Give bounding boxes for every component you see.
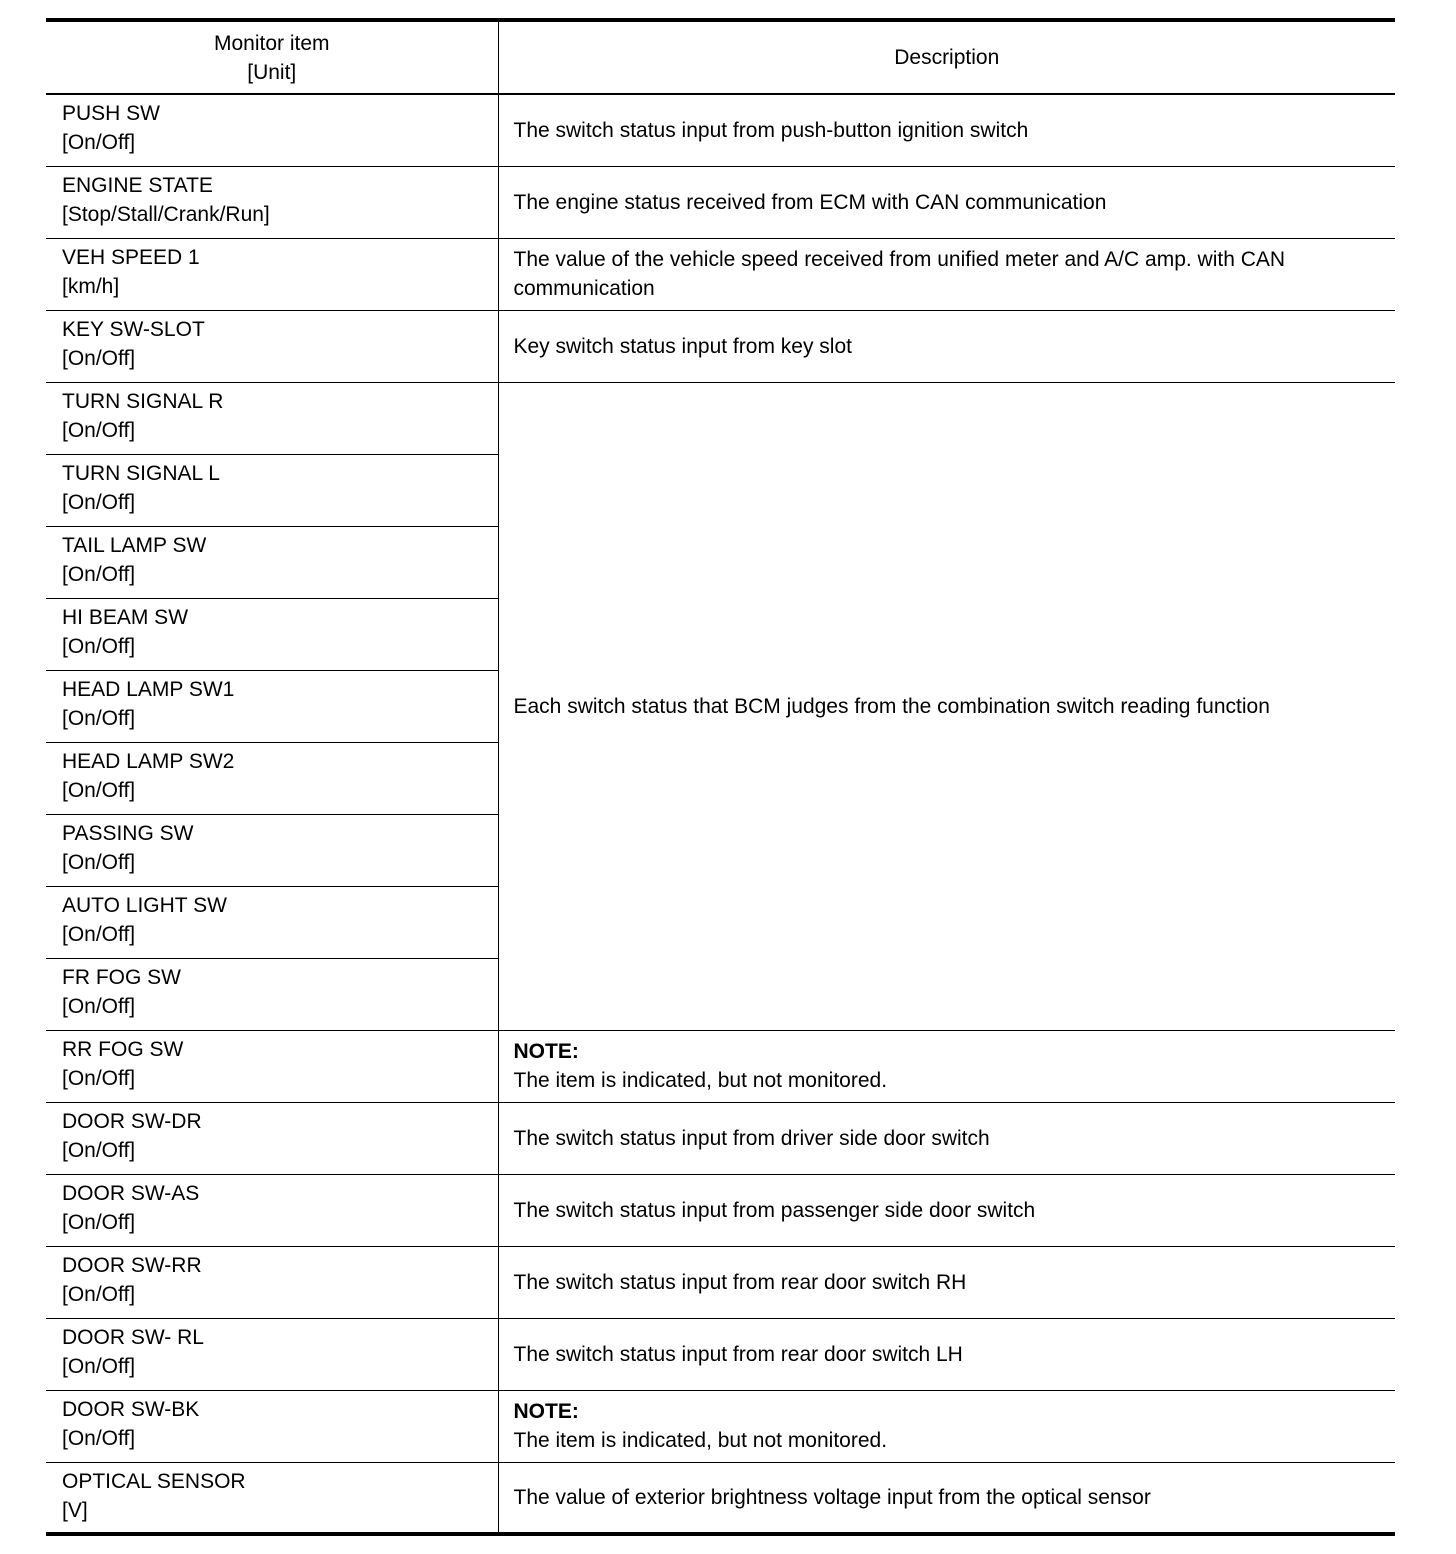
description-cell: Key switch status input from key slot: [498, 310, 1395, 382]
item-name: TURN SIGNAL R: [62, 389, 224, 413]
item-name: FR FOG SW: [62, 965, 181, 989]
item-unit: [On/Off]: [62, 1426, 136, 1450]
item-name: DOOR SW-DR: [62, 1109, 202, 1133]
item-name: OPTICAL SENSOR: [62, 1469, 246, 1493]
table-row: [46, 1318, 1395, 1390]
table-row: [46, 1462, 1395, 1534]
monitor-item-cell: [46, 1174, 498, 1246]
item-name: PASSING SW: [62, 821, 194, 845]
monitor-item-cell: [46, 814, 498, 886]
header-monitor-item: [46, 20, 498, 94]
item-name: HI BEAM SW: [62, 605, 189, 629]
header-description: Description: [498, 20, 1395, 94]
table-row: [46, 94, 1395, 166]
description-cell: The value of the vehicle speed received from unified meter and A/C amp. with CAN communication: [498, 238, 1395, 310]
table-row: [46, 238, 1395, 310]
item-unit: [On/Off]: [62, 418, 136, 442]
monitor-item-cell: [46, 958, 498, 1030]
item-name: ENGINE STATE: [62, 173, 213, 197]
monitor-item-cell: [46, 166, 498, 238]
table-row: [46, 1390, 1395, 1462]
item-unit: [On/Off]: [62, 490, 136, 514]
item-unit: [On/Off]: [62, 131, 136, 154]
monitor-item-cell: [46, 310, 498, 382]
item-unit: [On/Off]: [62, 562, 136, 586]
item-name: HEAD LAMP SW1: [62, 677, 235, 701]
item-name: DOOR SW- RL: [62, 1325, 204, 1349]
description-cell: [498, 1390, 1395, 1462]
description-cell: The switch status input from push-button ignition switch: [513, 118, 1029, 142]
item-unit: [On/Off]: [62, 1282, 136, 1306]
description-cell: The engine status received from ECM with CAN communication: [498, 166, 1395, 238]
item-unit: [On/Off]: [62, 1354, 136, 1378]
monitor-item-cell: [46, 1462, 498, 1534]
item-name: TURN SIGNAL L: [62, 461, 220, 485]
item-name: RR FOG SW: [62, 1037, 184, 1061]
combination-switch-description-cell: Each switch status that BCM judges from the combination switch reading function: [498, 382, 1395, 1030]
item-unit: [On/Off]: [62, 1138, 136, 1162]
description-cell: The switch status input from driver side door switch: [498, 1102, 1395, 1174]
monitor-item-cell: [46, 598, 498, 670]
note-text: The item is indicated, but not monitored.: [513, 1429, 888, 1452]
item-unit: [V]: [62, 1498, 88, 1522]
item-name: DOOR SW-BK: [62, 1397, 200, 1421]
monitor-item-cell: [46, 526, 498, 598]
note-text: The item is indicated, but not monitored.: [513, 1069, 888, 1092]
item-unit: [On/Off]: [62, 850, 136, 874]
monitor-item-cell: [46, 886, 498, 958]
item-name: HEAD LAMP SW2: [62, 749, 235, 773]
monitor-item-cell: [46, 1390, 498, 1462]
table-row: [46, 1030, 1395, 1102]
monitor-item-cell: [46, 1030, 498, 1102]
header-unit-label: [Unit]: [247, 60, 297, 84]
item-unit: [On/Off]: [62, 706, 136, 730]
item-name: AUTO LIGHT SW: [62, 893, 227, 917]
monitor-item-cell: [46, 94, 498, 166]
description-cell: [498, 1030, 1395, 1102]
header-monitor-item-label: Monitor item: [213, 31, 330, 55]
item-name: KEY SW-SLOT: [62, 317, 205, 341]
item-unit: [On/Off]: [62, 994, 136, 1018]
item-name: DOOR SW-AS: [62, 1181, 200, 1205]
table-row: [46, 1246, 1395, 1318]
table-row: [46, 310, 1395, 382]
item-unit: [On/Off]: [62, 634, 136, 658]
note-title: NOTE:: [513, 1400, 579, 1423]
monitor-item-cell: [46, 454, 498, 526]
description-cell: The value of exterior brightness voltage input from the optical sensor: [498, 1462, 1395, 1534]
item-unit: [On/Off]: [62, 1210, 136, 1234]
monitor-item-cell: [46, 238, 498, 310]
description-cell: The switch status input from rear door switch LH: [498, 1318, 1395, 1390]
description-cell: The switch status input from rear door switch RH: [498, 1246, 1395, 1318]
item-name: TAIL LAMP SW: [62, 533, 207, 557]
table-row: [46, 1102, 1395, 1174]
item-unit: [Stop/Stall/Crank/Run]: [62, 202, 270, 226]
table-row: [46, 382, 1395, 454]
item-unit: [On/Off]: [62, 922, 136, 946]
item-name: PUSH SW: [62, 102, 161, 125]
item-unit: [On/Off]: [62, 778, 136, 802]
table-header-row: [46, 20, 1395, 94]
note-title: NOTE:: [513, 1040, 579, 1063]
description-cell: The switch status input from passenger side door switch: [498, 1174, 1395, 1246]
item-name: DOOR SW-RR: [62, 1253, 202, 1277]
monitor-item-cell: [46, 742, 498, 814]
monitor-item-table: [46, 18, 1395, 1536]
monitor-item-cell: [46, 670, 498, 742]
monitor-item-cell: [46, 1318, 498, 1390]
table-row: [46, 166, 1395, 238]
item-name: VEH SPEED 1: [62, 245, 200, 269]
monitor-item-cell: [46, 1246, 498, 1318]
monitor-item-cell: [46, 1102, 498, 1174]
monitor-item-cell: [46, 382, 498, 454]
table-row: [46, 1174, 1395, 1246]
item-unit: [On/Off]: [62, 1066, 136, 1090]
item-unit: [km/h]: [62, 274, 120, 298]
item-unit: [On/Off]: [62, 346, 136, 370]
